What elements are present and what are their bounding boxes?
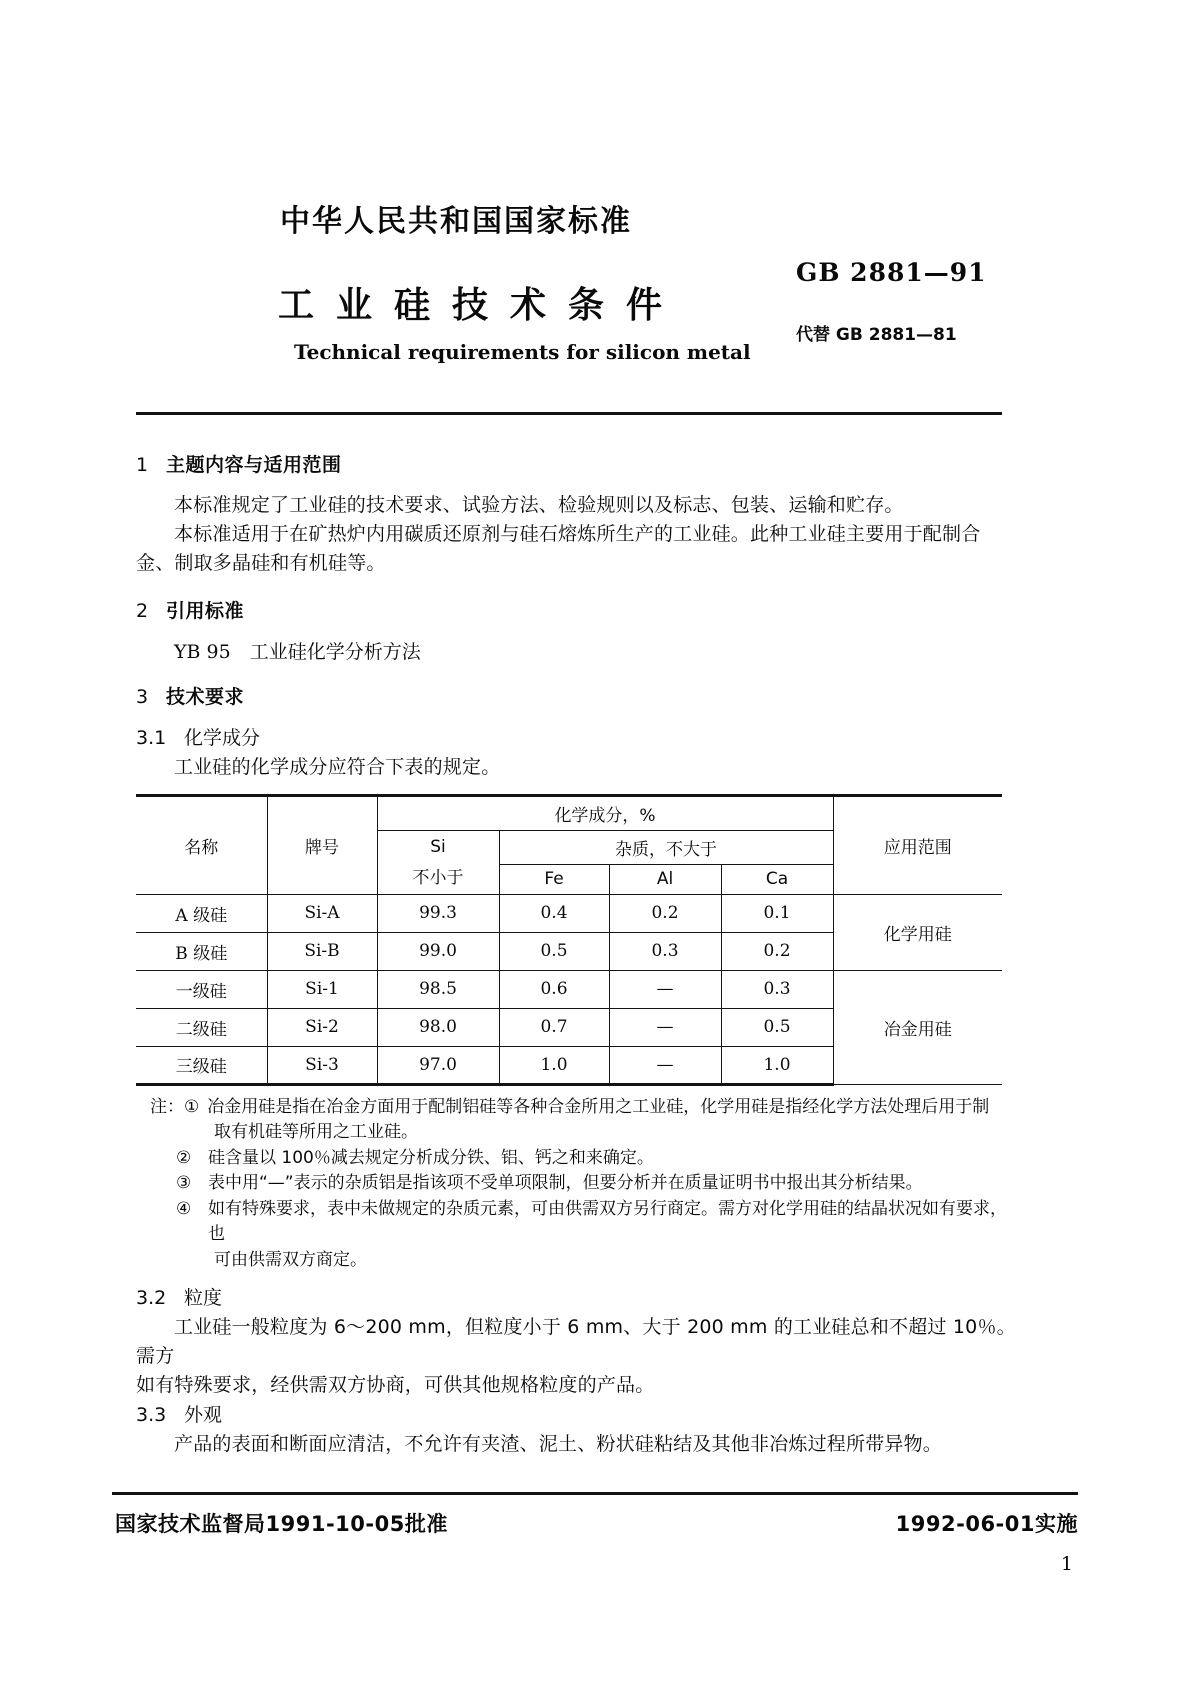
note-item: [136, 1197, 1016, 1248]
cell-ca: 0.2: [721, 932, 833, 970]
referenced-standard: YB 95 工业硅化学分析方法: [174, 640, 421, 663]
header-divider: [136, 412, 1002, 415]
cell-al: —: [609, 1046, 721, 1084]
cell-al: —: [609, 1008, 721, 1046]
chemical-composition-table-wrapper: [136, 794, 1002, 1086]
column-header-grade-code: 牌号: [267, 795, 377, 894]
footer-divider: [112, 1492, 1078, 1495]
document-body: [136, 450, 1016, 1459]
cell-al: —: [609, 970, 721, 1008]
cell-fe: 0.6: [499, 970, 609, 1008]
section-3-number: 3: [136, 685, 149, 708]
note-item: [136, 1095, 1016, 1121]
cell-code: Si-3: [267, 1046, 377, 1084]
page-number: 1: [1060, 1553, 1073, 1575]
column-header-si-symbol: Si: [430, 836, 446, 857]
cell-si: 98.0: [377, 1008, 499, 1046]
note-text-continued: 取有机硅等所用之工业硅。: [214, 1122, 418, 1142]
section-3-3-line-1: 产品的表面和断面应清洁，不允许有夹渣、泥土、粉状硅粘结及其他非冶炼过程所带异物。: [174, 1432, 943, 1455]
cell-name: 一级硅: [136, 970, 267, 1008]
section-3-2-heading: [136, 1283, 1016, 1310]
cell-fe: 0.5: [499, 932, 609, 970]
note-marker: ①: [184, 1096, 200, 1117]
cell-code: Si-B: [267, 932, 377, 970]
section-3-2-number: 3.2: [136, 1287, 167, 1309]
note-text-continued: 可由供需双方商定。: [214, 1249, 367, 1270]
section-3-2-line-2: 如有特殊要求，经供需双方协商，可供其他规格粒度的产品。: [136, 1373, 655, 1396]
cell-si: 98.5: [377, 970, 499, 1008]
section-1-title: 主题内容与适用范围: [166, 454, 342, 476]
cell-ca: 0.1: [721, 894, 833, 932]
cell-name: 三级硅: [136, 1046, 267, 1084]
document-title-en: Technical requirements for silicon metal: [294, 340, 751, 364]
cell-code: Si-A: [267, 894, 377, 932]
section-1-number: 1: [136, 454, 149, 476]
note-marker: ④: [176, 1198, 192, 1219]
section-3-3-heading: [136, 1400, 1016, 1427]
masthead: [136, 180, 1002, 405]
implementation-date: 1992-06-01实施: [895, 1512, 1078, 1536]
cell-al: 0.3: [609, 932, 721, 970]
chemical-composition-table: [136, 794, 1002, 1086]
note-item: [136, 1146, 1016, 1172]
section-2-heading: [136, 596, 1016, 623]
cell-code: Si-1: [267, 970, 377, 1008]
cell-si: 99.0: [377, 932, 499, 970]
cell-si: 97.0: [377, 1046, 499, 1084]
table-header-row-1: [136, 795, 1002, 830]
column-header-ca: Ca: [721, 864, 833, 894]
cell-application-metallurgical: 冶金用硅: [833, 970, 1002, 1084]
section-1-heading: [136, 450, 1016, 477]
national-standard-label: 中华人民共和国国家标准: [280, 204, 632, 239]
section-3-3-title: 外观: [184, 1403, 223, 1426]
approval-statement: 国家技术监督局1991-10-05批准: [115, 1512, 448, 1536]
section-2-title: 引用标准: [166, 599, 245, 622]
note-marker: ②: [176, 1147, 192, 1168]
section-3-1-heading: [136, 723, 1016, 750]
cell-name: 二级硅: [136, 1008, 267, 1046]
section-3-1-title: 化学成分: [184, 726, 261, 749]
column-header-si-minimum: 不小于: [412, 867, 464, 888]
note-text: 冶金用硅是指在冶金方面用于配制铝硅等各种合金所用之工业硅，化学用硅是指经化学方法处理后用于制: [207, 1096, 990, 1117]
section-3-1-intro: 工业硅的化学成分应符合下表的规定。: [174, 755, 501, 778]
note-marker: ③: [176, 1173, 192, 1193]
column-header-fe: Fe: [499, 864, 609, 894]
column-header-al: Al: [609, 864, 721, 894]
table-body: [136, 894, 1002, 1084]
cell-fe: 1.0: [499, 1046, 609, 1084]
cell-code: Si-2: [267, 1008, 377, 1046]
column-header-composition-group: 化学成分，%: [377, 795, 833, 830]
section-3-2-title: 粒度: [184, 1287, 223, 1309]
column-header-si: [377, 830, 499, 894]
section-1-paragraph-1: 本标准规定了工业硅的技术要求、试验方法、检验规则以及标志、包装、运输和贮存。: [174, 494, 904, 516]
column-header-impurity-group: 杂质，不大于: [499, 830, 833, 864]
cell-ca: 1.0: [721, 1046, 833, 1084]
section-1-paragraph-2-line-2: 金、制取多晶硅和有机硅等。: [136, 551, 386, 574]
section-3-title: 技术要求: [166, 685, 245, 708]
notes-label: 注：: [150, 1096, 184, 1117]
replaces-standard: 代替 GB 2881—81: [796, 325, 957, 345]
note-text: 表中用“—”表示的杂质铝是指该项不受单项限制，但要分析并在质量证明书中报出其分析结果。: [208, 1173, 923, 1193]
section-3-2-line-1: 工业硅一般粒度为 6～200 mm，但粒度小于 6 mm、大于 200 mm 的工业硅总和不超过 10％。需方: [136, 1316, 1016, 1367]
cell-ca: 0.3: [721, 970, 833, 1008]
table-row: [136, 970, 1002, 1008]
column-header-name: 名称: [136, 795, 267, 894]
section-2-number: 2: [136, 599, 149, 622]
cell-al: 0.2: [609, 894, 721, 932]
table-header: [136, 795, 1002, 894]
section-1-paragraph-2-line-1: 本标准适用于在矿热炉内用碳质还原剂与硅石熔炼所生产的工业硅。此种工业硅主要用于配制合: [174, 522, 981, 545]
cell-ca: 0.5: [721, 1008, 833, 1046]
cell-application-chemical: 化学用硅: [833, 894, 1002, 970]
standard-code: GB 2881—91: [796, 258, 987, 287]
table-row: [136, 894, 1002, 932]
column-header-application: 应用范围: [833, 795, 1002, 894]
cell-fe: 0.4: [499, 894, 609, 932]
document-title-cn: 工业硅技术条件: [278, 285, 685, 326]
note-text: 硅含量以 100％减去规定分析成分铁、铝、钙之和来确定。: [208, 1147, 654, 1168]
table-notes: [136, 1095, 1016, 1274]
cell-si: 99.3: [377, 894, 499, 932]
cell-fe: 0.7: [499, 1008, 609, 1046]
note-text: 如有特殊要求，表中未做规定的杂质元素，可由供需双方另行商定。需方对化学用硅的结晶状况如有要求，也: [208, 1198, 1007, 1244]
section-3-heading: [136, 682, 1016, 709]
section-3-1-number: 3.1: [136, 726, 167, 749]
cell-name: B 级硅: [136, 932, 267, 970]
section-3-3-number: 3.3: [136, 1403, 167, 1426]
note-item: [136, 1171, 1016, 1197]
cell-name: A 级硅: [136, 894, 267, 932]
